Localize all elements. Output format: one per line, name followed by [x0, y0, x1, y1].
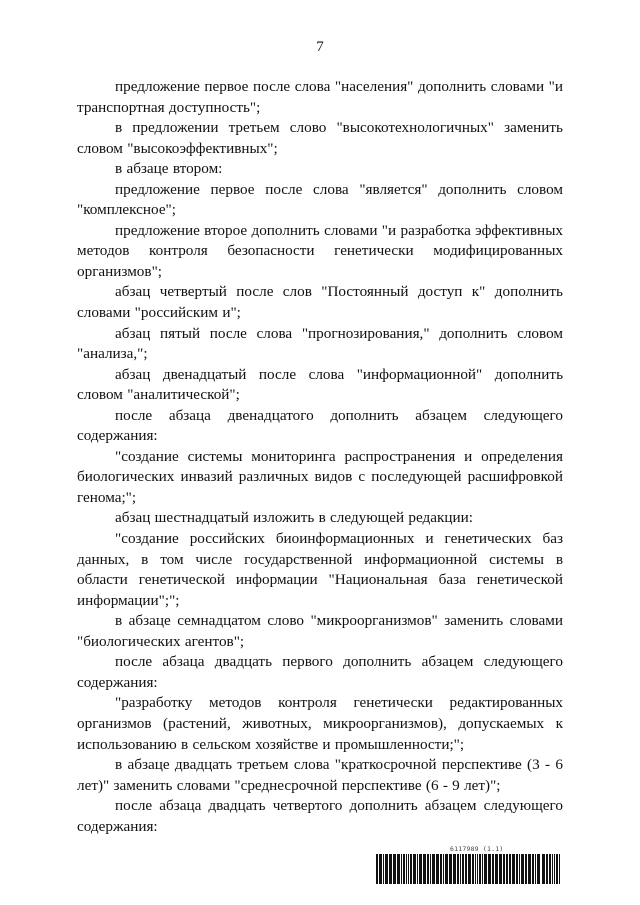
paragraph: абзац шестнадцатый изложить в следующей редакции: — [115, 509, 474, 527]
document-body — [77, 77, 563, 837]
paragraph: абзац пятый после слова "прогнозирования," дополнить словом "анализа,"; — [77, 324, 563, 363]
paragraph: абзац двенадцатый после слова "информационной" дополнить словом "аналитической"; — [77, 365, 563, 404]
paragraph: "создание российских биоинформационных и генетических баз данных, в том числе государственной информационной системы в области генетической информации "Национальная база генетической информации";"; — [77, 530, 563, 609]
paragraph: в абзаце семнадцатом слово "микроорганизмов" заменить словами "биологических агентов"; — [77, 612, 563, 650]
paragraph: в абзаце втором: — [115, 160, 223, 178]
paragraph: "разработку методов контроля генетически редактированных организмов (растений, животных, микроорганизмов), допускаемых к использованию в сельском хозяйстве и промышленности;"; — [77, 694, 563, 753]
paragraph: в предложении третьем слово "высокотехнологичных" заменить словом "высокоэффективных"; — [77, 119, 563, 157]
paragraph: абзац четвертый после слов "Постоянный доступ к" дополнить словами "российским и"; — [77, 283, 563, 322]
barcode-image — [376, 854, 563, 884]
paragraph: предложение первое после слова "населения" дополнить словами "и транспортная доступность"; — [77, 78, 563, 116]
paragraph: предложение второе дополнить словами "и разработка эффективных методов контроля безопасности генетически модифицированных организмов"; — [77, 221, 563, 280]
paragraph: "создание системы мониторинга распространения и определения биологических инвазий различных видов с последующей расшифровкой генома;"; — [77, 447, 563, 506]
paragraph: в абзаце двадцать третьем слова "краткосрочной перспективе (3 - 6 лет)" заменить словами "среднесрочной перспективе (6 - 9 лет)"; — [77, 756, 563, 794]
document-barcode — [376, 845, 563, 885]
paragraph: предложение первое после слова "является" дополнить словом "комплексное"; — [77, 180, 563, 219]
page-number: 7 — [316, 39, 324, 55]
paragraph: после абзаца двенадцатого дополнить абзацем следующего содержания: — [77, 406, 563, 445]
paragraph: после абзаца двадцать первого дополнить абзацем следующего содержания: — [77, 653, 563, 691]
barcode-caption: 6117989 (1.1) — [450, 845, 504, 853]
paragraph: после абзаца двадцать четвертого дополнить абзацем следующего содержания: — [77, 797, 563, 835]
